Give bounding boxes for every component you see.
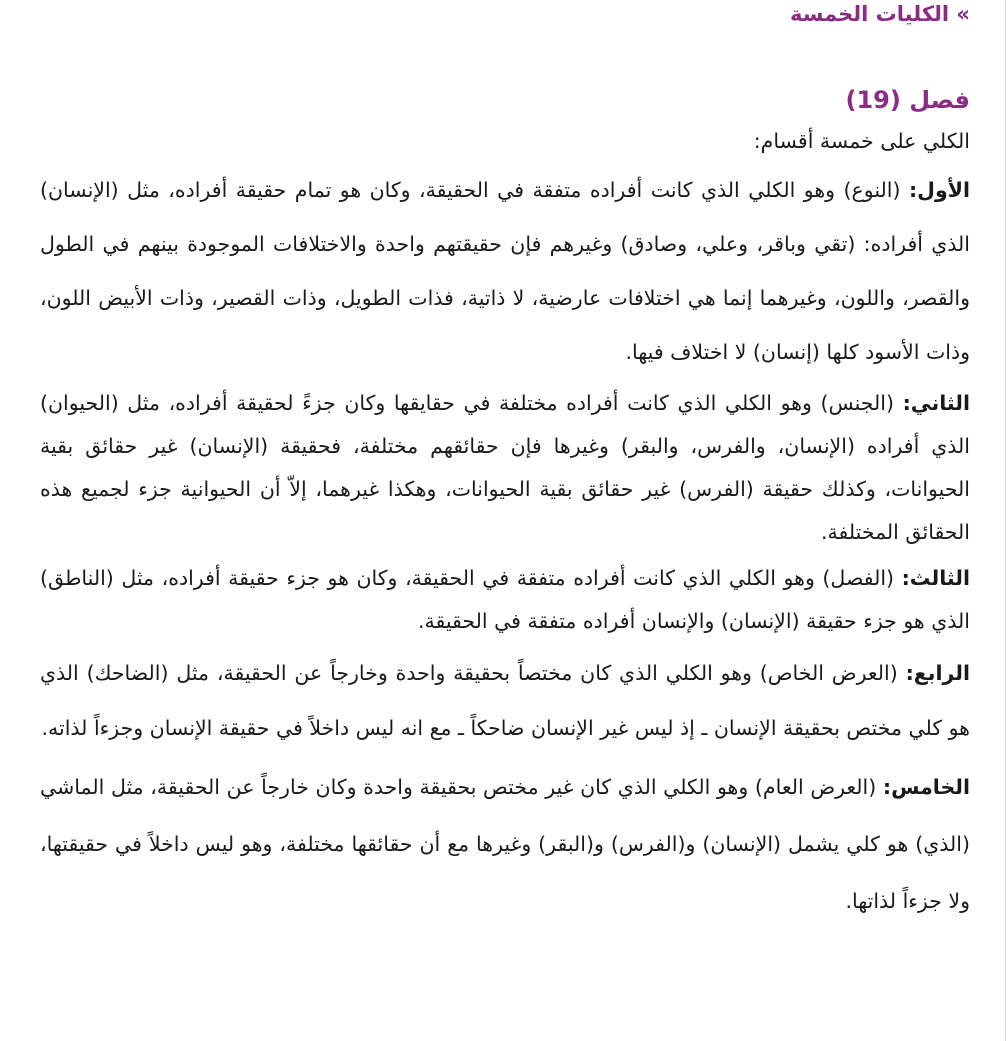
section-number: (19) bbox=[845, 86, 901, 114]
intro-text: الكلي على خمسة أقسام: bbox=[753, 129, 970, 153]
paragraph-lead: الرابع: bbox=[905, 661, 970, 685]
paragraph-lead: الخامس: bbox=[882, 775, 970, 799]
section-label: فصل bbox=[909, 86, 970, 114]
paragraph-text: (النوع) وهو الكلي الذي كانت أفراده متفقة في الحقيقة، وكان هو تمام حقيقة أفراده، مثل (الإنسان) الذي أفراده: (تقي وباقر، وعلي، وصادق) وغيرهم فإن حقيقتهم واحدة والاختلافات الموجودة بينهم في الطول والقصر، واللون، وغيرهما إنما هي اختلافات عارضية، لا ذاتية، فذات الطويل، وذات القصير، وذات الأبيض اللون، وذات الأسود كلها (إنسان) لا اختلاف فيها. bbox=[40, 178, 970, 364]
breadcrumb-link[interactable]: » الكليات الخمسة bbox=[789, 2, 970, 26]
paragraph-third bbox=[40, 557, 970, 643]
paragraph-text: (الفصل) وهو الكلي الذي كانت أفراده متفقة في الحقيقة، وكان هو جزء حقيقة أفراده، مثل (الناطق) الذي هو جزء حقيقة (الإنسان) والإنسان أفراده متفقة في الحقيقة. bbox=[40, 566, 970, 633]
section-title bbox=[846, 86, 971, 114]
paragraph-lead: الثالث: bbox=[901, 566, 970, 590]
paragraph-lead: الثاني: bbox=[902, 391, 970, 415]
content-body bbox=[40, 124, 970, 933]
paragraph-text: (العرض العام) وهو الكلي الذي كان غير مختص بحقيقة واحدة وكان خارجاً عن الحقيقة، مثل الماشي (الذي) هو كلي يشمل (الإنسان) و(الفرس) و(البقر) وغيرها مع أن حقائقها مختلفة، وهو ليس داخلاً في حقيقتها، ولا جزءاً لذاتها. bbox=[40, 775, 970, 913]
paragraph-first bbox=[40, 163, 970, 379]
paragraph-text: (الجنس) وهو الكلي الذي كانت أفراده مختلفة في حقايقها وكان جزءً لحقيقة أفراده، مثل (الحيوان) الذي أفراده (الإنسان، والفرس، والبقر) وغيرها فإن حقائقهم مختلفة، فحقيقة (الإنسان) غير حقائق بقية الحيوانات، وكذلك حقيقة (الفرس) غير حقائق بقية الحيوانات، وهكذا غيرهما، إلاّ أن الحيوانية جزء لجميع هذه الحقائق المختلفة. bbox=[40, 391, 970, 544]
paragraph-fifth bbox=[40, 759, 970, 930]
paragraph-second bbox=[40, 382, 970, 554]
paragraph-lead: الأول: bbox=[908, 178, 970, 202]
paragraph-fourth bbox=[40, 646, 970, 756]
paragraph-text: (العرض الخاص) وهو الكلي الذي كان مختصاً بحقيقة واحدة وخارجاً عن الحقيقة، مثل (الضاحك) الذي هو كلي مختص بحقيقة الإنسان ـ إذ ليس غير الإنسان ضاحكاً ـ مع انه ليس داخلاً في حقيقة الإنسان وجزءاً لذاته. bbox=[40, 661, 970, 740]
